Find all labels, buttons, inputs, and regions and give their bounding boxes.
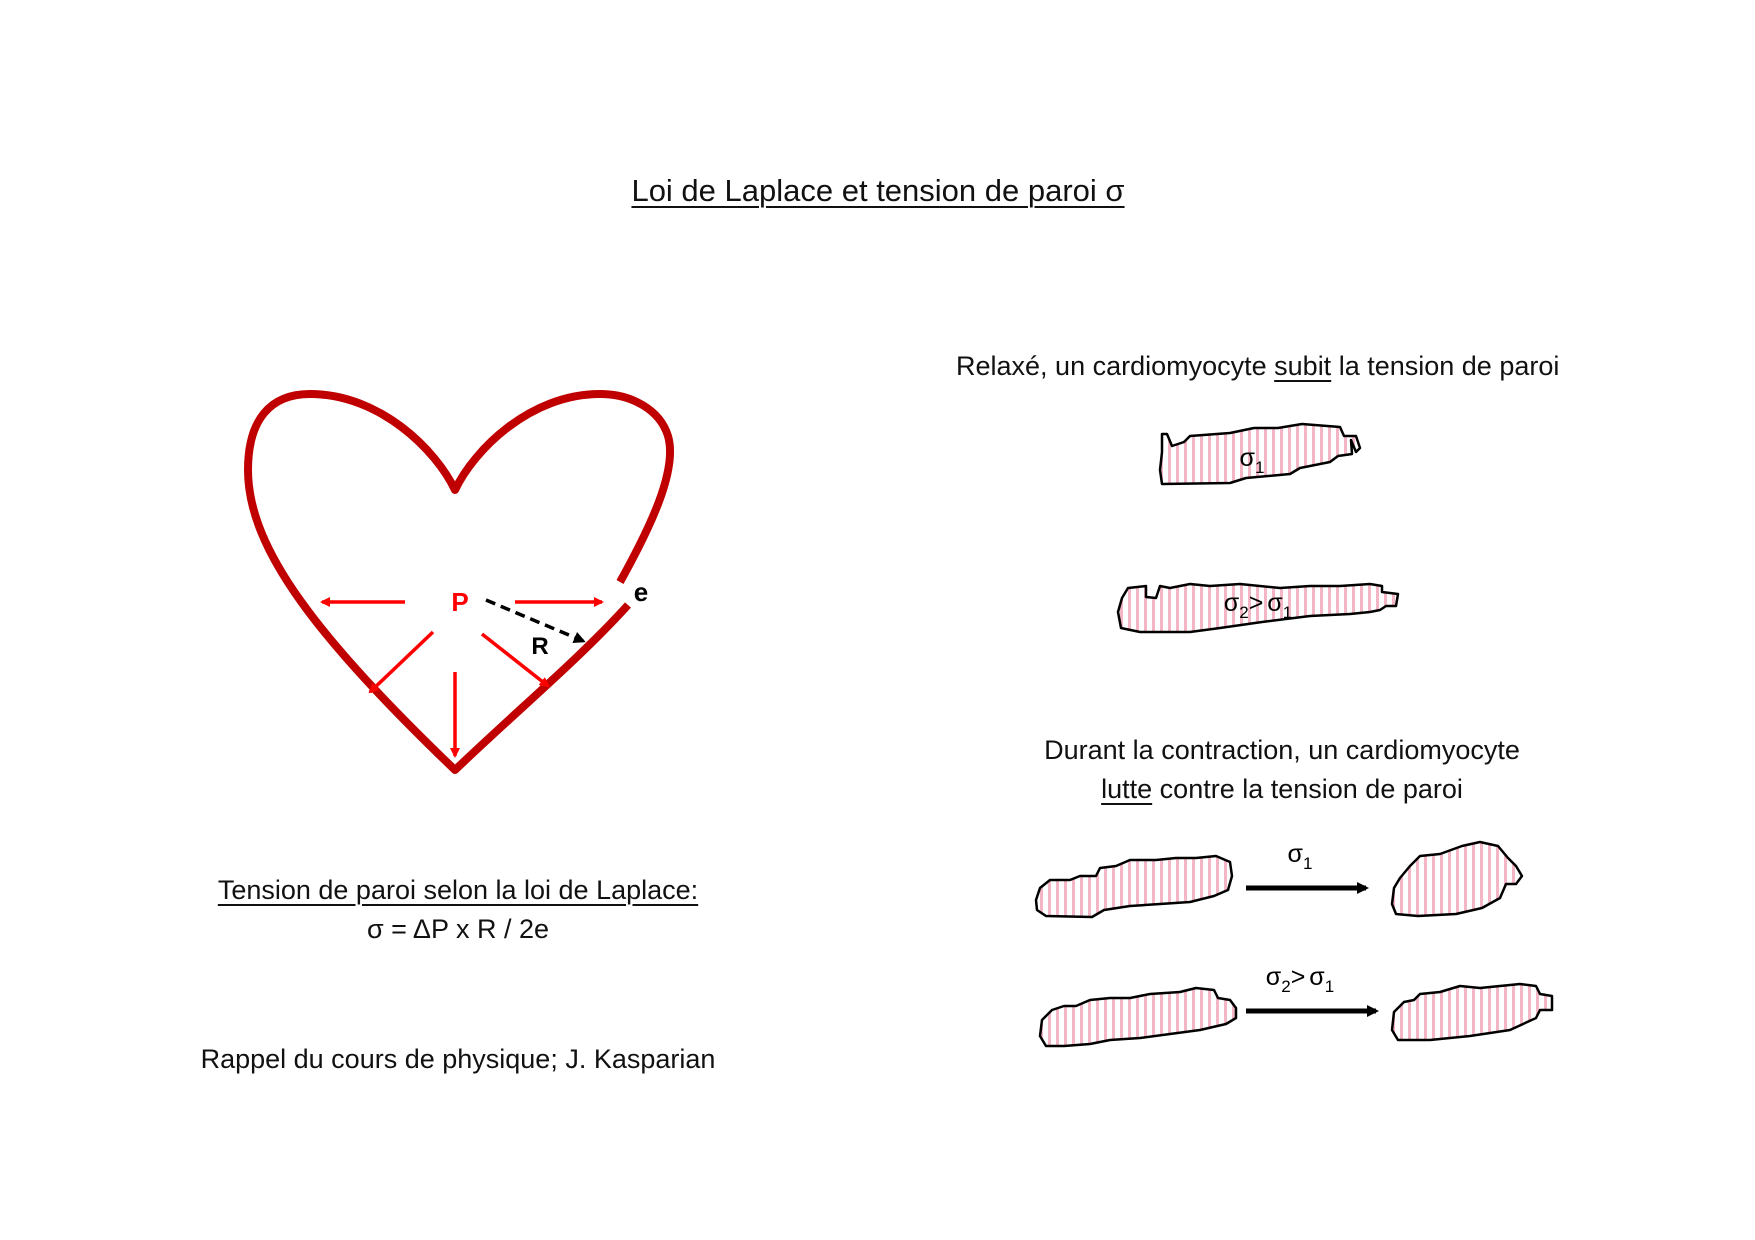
relaxed-heading: [956, 350, 1559, 382]
laplace-formula: σ = ΔP x R / 2e: [366, 914, 550, 944]
cardiomyocyte-contraction-before-1: [1036, 856, 1232, 917]
pressure-label: P: [451, 587, 469, 617]
thickness-label: e: [633, 577, 649, 607]
credit-text: Rappel du cours de physique; J. Kasparian: [200, 1044, 716, 1074]
page-title: Loi de Laplace et tension de paroi σ: [631, 173, 1125, 208]
radius-label: R: [531, 633, 549, 660]
cell1-sigma-label: $\sigma_1$: [1239, 444, 1265, 477]
contraction-heading-emph: lutte: [1101, 774, 1153, 804]
row2-sigma-label: $\sigma_2> \sigma_1$: [1265, 963, 1335, 996]
heart-wall: [248, 394, 670, 770]
pressure-arrow-down-left: [370, 632, 433, 692]
relaxed-heading-emph: subit: [1274, 351, 1332, 381]
cardiomyocyte-contraction-after-2: [1392, 984, 1552, 1040]
contraction-heading-line1: Durant la contraction, un cardiomyocyte: [1044, 735, 1520, 765]
contraction-heading-post: contre la tension de paroi: [1152, 774, 1463, 804]
cell2-sigma-label: $\sigma_2> \sigma_1$: [1223, 589, 1293, 622]
cardiomyocyte-contraction-before-2: [1040, 988, 1236, 1046]
row1-sigma-label: $\sigma_1$: [1287, 840, 1313, 873]
cardiomyocyte-contraction-after-1: [1392, 842, 1522, 916]
relaxed-heading-post: la tension de paroi: [1331, 351, 1560, 381]
relaxed-heading-pre: Relaxé, un cardiomyocyte: [956, 351, 1275, 381]
contraction-heading-line2: [1101, 773, 1463, 805]
laplace-heading: Tension de paroi selon la loi de Laplace:: [217, 875, 699, 905]
